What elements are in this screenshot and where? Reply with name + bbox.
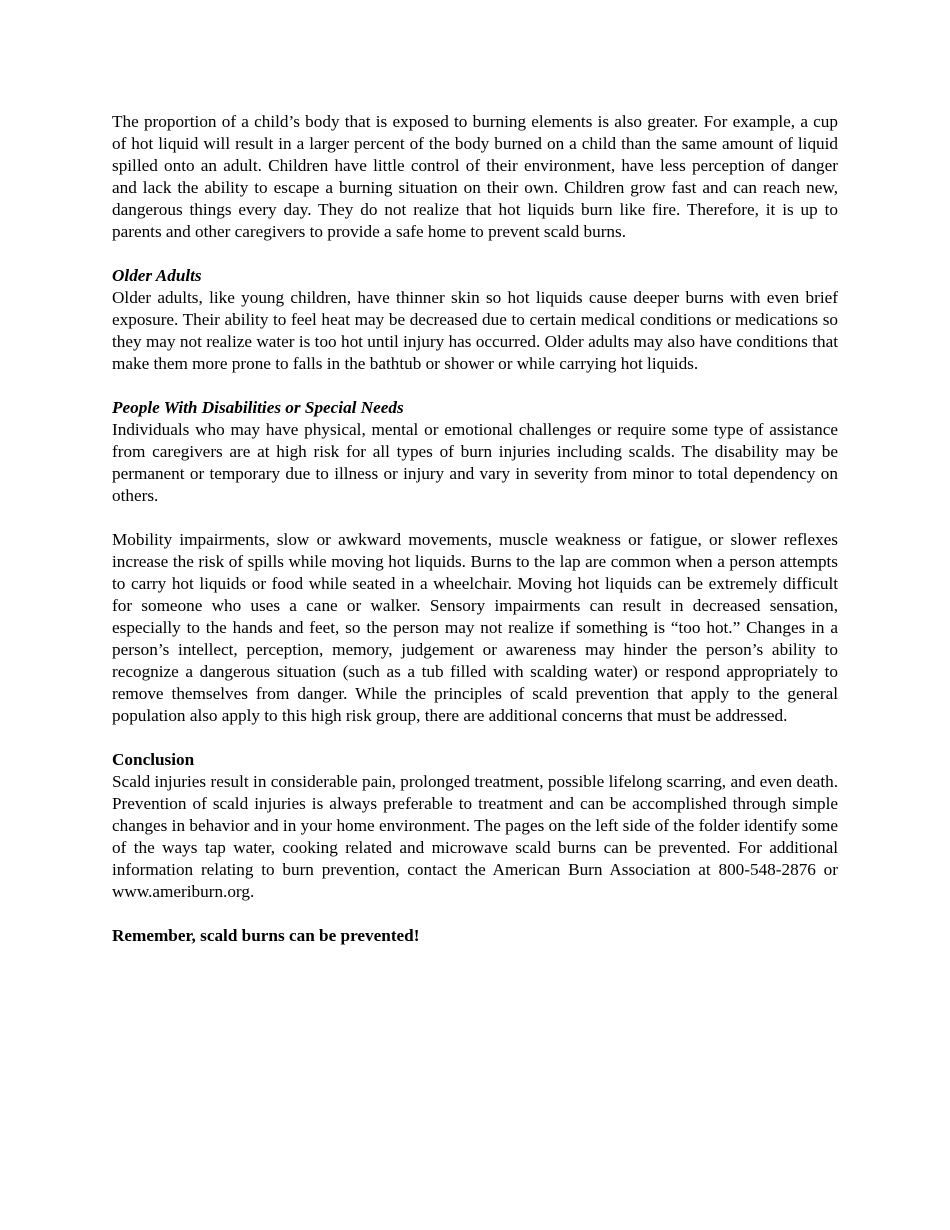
conclusion-section (112, 749, 838, 903)
intro-paragraph: The proportion of a child’s body that is exposed to burning elements is also greater. For example, a cup of hot liquid will result in a larger percent of the body burned on a child than the same amount of liquid spilled onto an adult. Children have little control of their environment, have less perception of danger and lack the ability to escape a burning situation on their own. Children grow fast and can reach new, dangerous things every day. They do not realize that hot liquids burn like fire. Therefore, it is up to parents and other caregivers to provide a safe home to prevent scald burns. (112, 112, 838, 241)
conclusion-heading: Conclusion (112, 750, 195, 769)
older-adults-paragraph: Older adults, like young children, have thinner skin so hot liquids cause deeper burns with even brief exposure. Their ability to feel heat may be decreased due to certain medical conditions or medications so they may not realize water is too hot until injury has occurred. Older adults may also have conditions that make them more prone to falls in the bathtub or shower or while carrying hot liquids. (112, 288, 838, 373)
disabilities-paragraph-2: Mobility impairments, slow or awkward movements, muscle weakness or fatigue, or slower reflexes increase the risk of spills while moving hot liquids. Burns to the lap are common when a person attempts to carry hot liquids or food while seated in a wheelchair. Moving hot liquids can be extremely difficult for someone who uses a cane or walker. Sensory impairments can result in decreased sensation, especially to the hands and feet, so the person may not realize if something is “too hot.” Changes in a person’s intellect, perception, memory, judgement or awareness may hinder the person’s ability to recognize a dangerous situation (such as a tub filled with scalding water) or respond appropriately to remove themselves from danger. While the principles of scald prevention that apply to the general population also apply to this high risk group, there are additional concerns that must be addressed. (112, 530, 838, 725)
older-adults-heading: Older Adults (112, 266, 202, 285)
document-page (112, 111, 838, 947)
conclusion-paragraph: Scald injuries result in considerable pain, prolonged treatment, possible lifelong scarring, and even death. Prevention of scald injuries is always preferable to treatment and can be accomplished through simple changes in behavior and in your home environment. The pages on the left side of the folder identify some of the ways tap water, cooking related and microwave scald burns can be prevented. For additional information relating to burn prevention, contact the American Burn Association at 800-548-2876 or www.ameriburn.org. (112, 772, 838, 901)
closing-statement: Remember, scald burns can be prevented! (112, 926, 420, 945)
older-adults-section (112, 265, 838, 375)
disabilities-heading: People With Disabilities or Special Needs (112, 398, 404, 417)
disabilities-paragraph-1: Individuals who may have physical, mental or emotional challenges or require some type of assistance from caregivers are at high risk for all types of burn injuries including scalds. The disability may be permanent or temporary due to illness or injury and vary in severity from minor to total dependency on others. (112, 420, 838, 505)
disabilities-section (112, 397, 838, 727)
